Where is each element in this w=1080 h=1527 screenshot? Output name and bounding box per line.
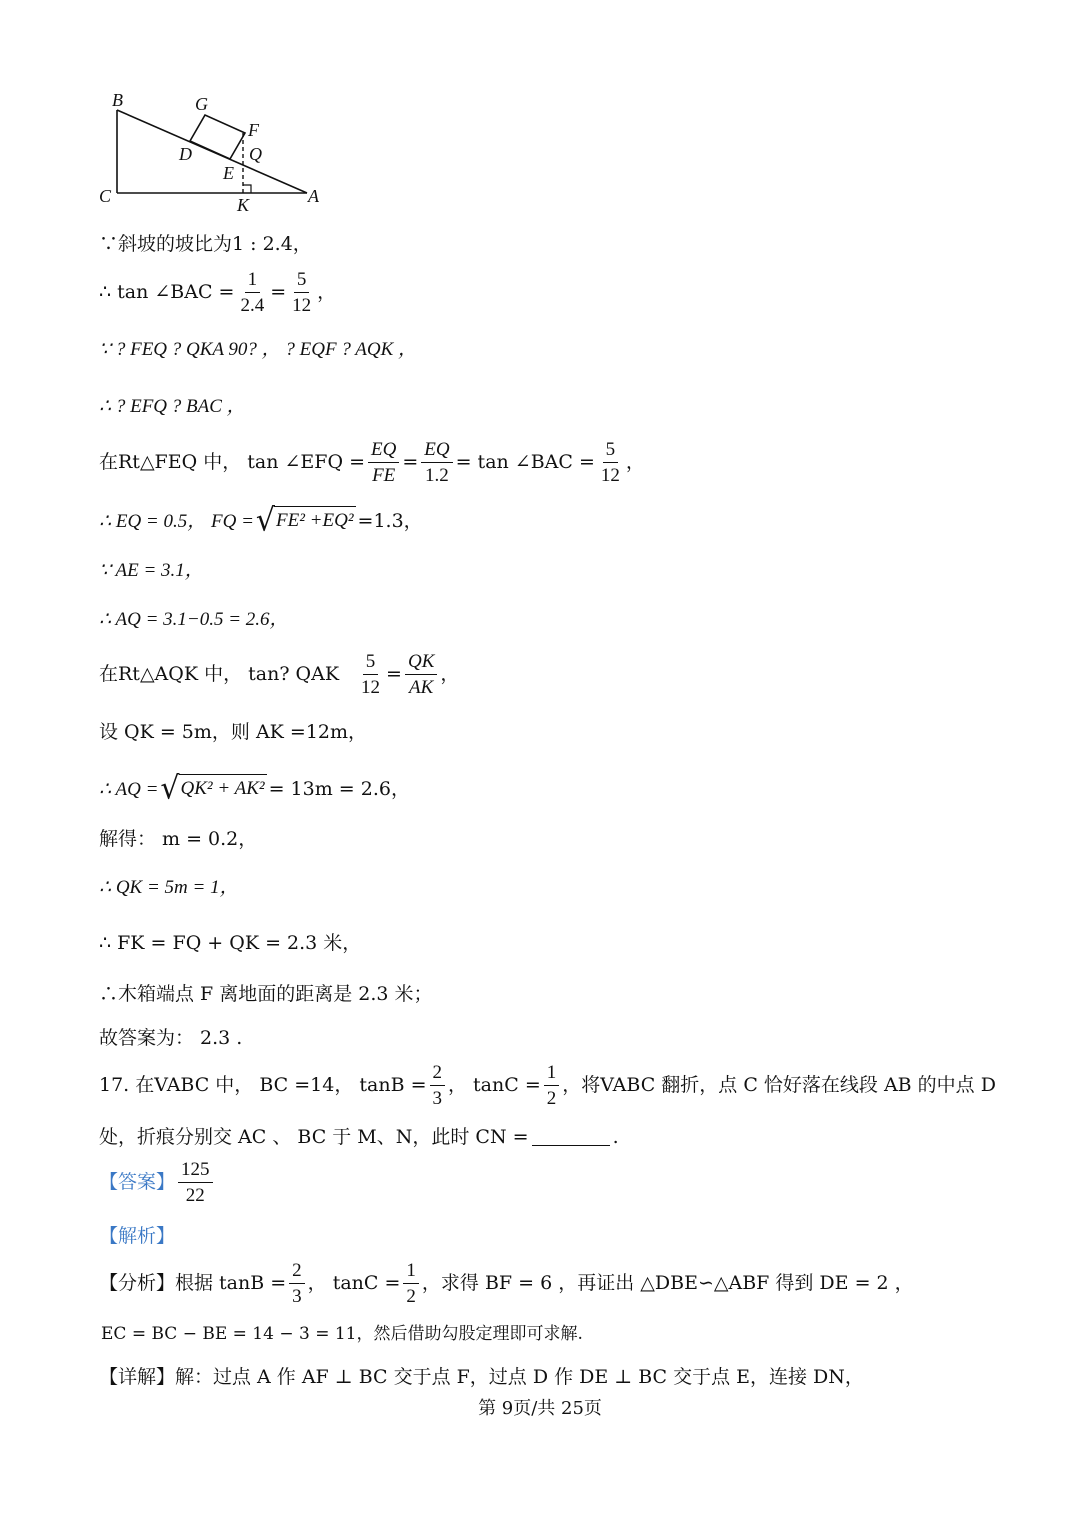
text: ∴ tan ∠BAC = (99, 281, 235, 303)
fraction: $\frac{2}{3}$ (430, 1063, 446, 1108)
text: ∵ ? FEQ ? QKA 90? ， ? EQF ? AQK ， (99, 339, 418, 360)
line-rt-feq: 在Rt△FEQ 中， tan ∠EFQ = $\frac{EQ}{FE}$ = $\frac{EQ}{1.2}$ = tan ∠BAC = $\frac{5}{12}$ ， (99, 439, 645, 486)
text: 设 QK = 5m，则 AK =12m， (99, 721, 368, 743)
text: ， tanC = (307, 1272, 401, 1294)
line-fk (99, 934, 361, 953)
text: 【分析】根据 tanB = (99, 1272, 287, 1294)
line-ae (99, 561, 204, 580)
detail-line (99, 1368, 864, 1387)
line-eq-fq (99, 502, 423, 539)
question-17-line1 (99, 1063, 996, 1108)
text: ∴ QK = 5m = 1， (99, 877, 239, 898)
text: 处，折痕分别交 AC 、 BC 于 M、N，此时 CN = (99, 1126, 529, 1148)
text: 在Rt△FEQ 中， tan ∠EFQ = (99, 451, 366, 473)
slope-box-figure (92, 88, 332, 216)
text: ∴ AQ = (99, 778, 159, 800)
fraction: $\frac{5}{12}$ (361, 651, 381, 698)
text: ∵斜坡的坡比为1 : 2.4， (99, 233, 312, 255)
text: 故答案为： 2.3 . (99, 1027, 243, 1049)
square-root: √ FE² +EQ² (255, 502, 354, 539)
line-set-qk (99, 723, 367, 742)
text: EC = BC − BE = 14 − 3 = 11，然后借助勾股定理即可求解. (101, 1324, 583, 1344)
text: ∴ ? EFQ ? BAC ， (99, 396, 246, 417)
text: = tan ∠BAC = (455, 451, 595, 473)
line-slope-ratio (99, 235, 312, 254)
right-angle-k (243, 185, 251, 193)
line-conclusion (99, 985, 433, 1004)
page-footer: 第 9页/共 25页 (478, 1398, 602, 1419)
label-c: C (99, 186, 112, 206)
label-f: F (248, 120, 259, 140)
text: =1.3， (357, 509, 423, 532)
label-q: Q (249, 144, 262, 164)
answer-line (99, 1160, 216, 1205)
label-d: D (179, 144, 192, 164)
fraction: $\frac{2}{3}$ (289, 1261, 305, 1306)
line-efq-bac (99, 397, 246, 416)
text: 【详解】解：过点 A 作 AF ⊥ BC 交于点 F，过点 D 作 DE ⊥ BC 交于点 E，连接 DN， (99, 1366, 864, 1388)
line-solve-m (99, 830, 257, 849)
fraction: $\frac{EQ}{1.2}$ (421, 440, 452, 485)
line-aq (99, 610, 289, 629)
fraction: $\frac{QK}{AK}$ (405, 652, 437, 697)
box-dgfe (190, 115, 245, 159)
fraction: $\frac{1}{2}$ (403, 1261, 419, 1306)
text: 解得： m = 0.2， (99, 828, 258, 850)
line-rt-aqk: 在Rt△AQK 中， tan? QAK $\frac{5}{12}$ = $\frac{QK}{AK}$ ， (99, 651, 460, 698)
text: ，求得 BF = 6 ，再证出 △DBE∽△ABF 得到 DE = 2 ， (421, 1272, 914, 1294)
square-root: √ QK² + AK² (160, 770, 265, 807)
text: ∵ AE = 3.1， (99, 560, 204, 581)
fraction: $\frac{1}{2}$ (544, 1063, 560, 1108)
label-g: G (195, 94, 208, 114)
text: ∴ EQ = 0.5， FQ = (99, 510, 254, 532)
analysis-tag-line (99, 1227, 175, 1246)
fraction: $\frac{5}{12}$ (292, 269, 312, 316)
label-b: B (112, 90, 123, 110)
text: ∴木箱端点 F 离地面的距离是 2.3 米； (99, 983, 433, 1005)
answer-fraction: $\frac{125}{22}$ (178, 1160, 213, 1205)
analysis-line2 (101, 1326, 583, 1343)
text: ，将VABC 翻折，点 C 恰好落在线段 AB 的中点 D (562, 1074, 996, 1096)
text: ∴ AQ = 3.1−0.5 = 2.6， (99, 609, 289, 630)
line-angles-90 (99, 340, 417, 359)
fraction: $\frac{EQ}{FE}$ (368, 440, 399, 485)
label-k: K (237, 195, 250, 215)
analysis-line1 (99, 1261, 914, 1306)
text: . (612, 1126, 619, 1148)
text: ∴ FK = FQ + QK = 2.3 米， (99, 932, 362, 954)
text: 在Rt△AQK 中， tan? QAK (99, 663, 340, 685)
answer-tag: 【答案】 (99, 1171, 176, 1193)
answer-blank (532, 1129, 610, 1146)
fraction: $\frac{1}{2.4}$ (240, 269, 265, 316)
line-answer-16 (99, 1029, 242, 1048)
analysis-tag: 【解析】 (99, 1225, 176, 1247)
line-qk (99, 878, 239, 897)
text: = 13m = 2.6， (268, 777, 410, 800)
label-e: E (223, 163, 234, 183)
label-a: A (308, 186, 319, 206)
fraction: $\frac{5}{12}$ (600, 439, 620, 486)
line-aq-sqrt (99, 770, 410, 807)
line-tan-bac: ∴ tan ∠BAC = $\frac{1}{2.4}$ = $\frac{5}{12}$ ， (99, 269, 337, 316)
text: 17. 在VABC 中， BC =14， tanB = (99, 1074, 427, 1096)
text: ， tanC = (448, 1074, 541, 1096)
question-17-line2 (99, 1128, 619, 1147)
